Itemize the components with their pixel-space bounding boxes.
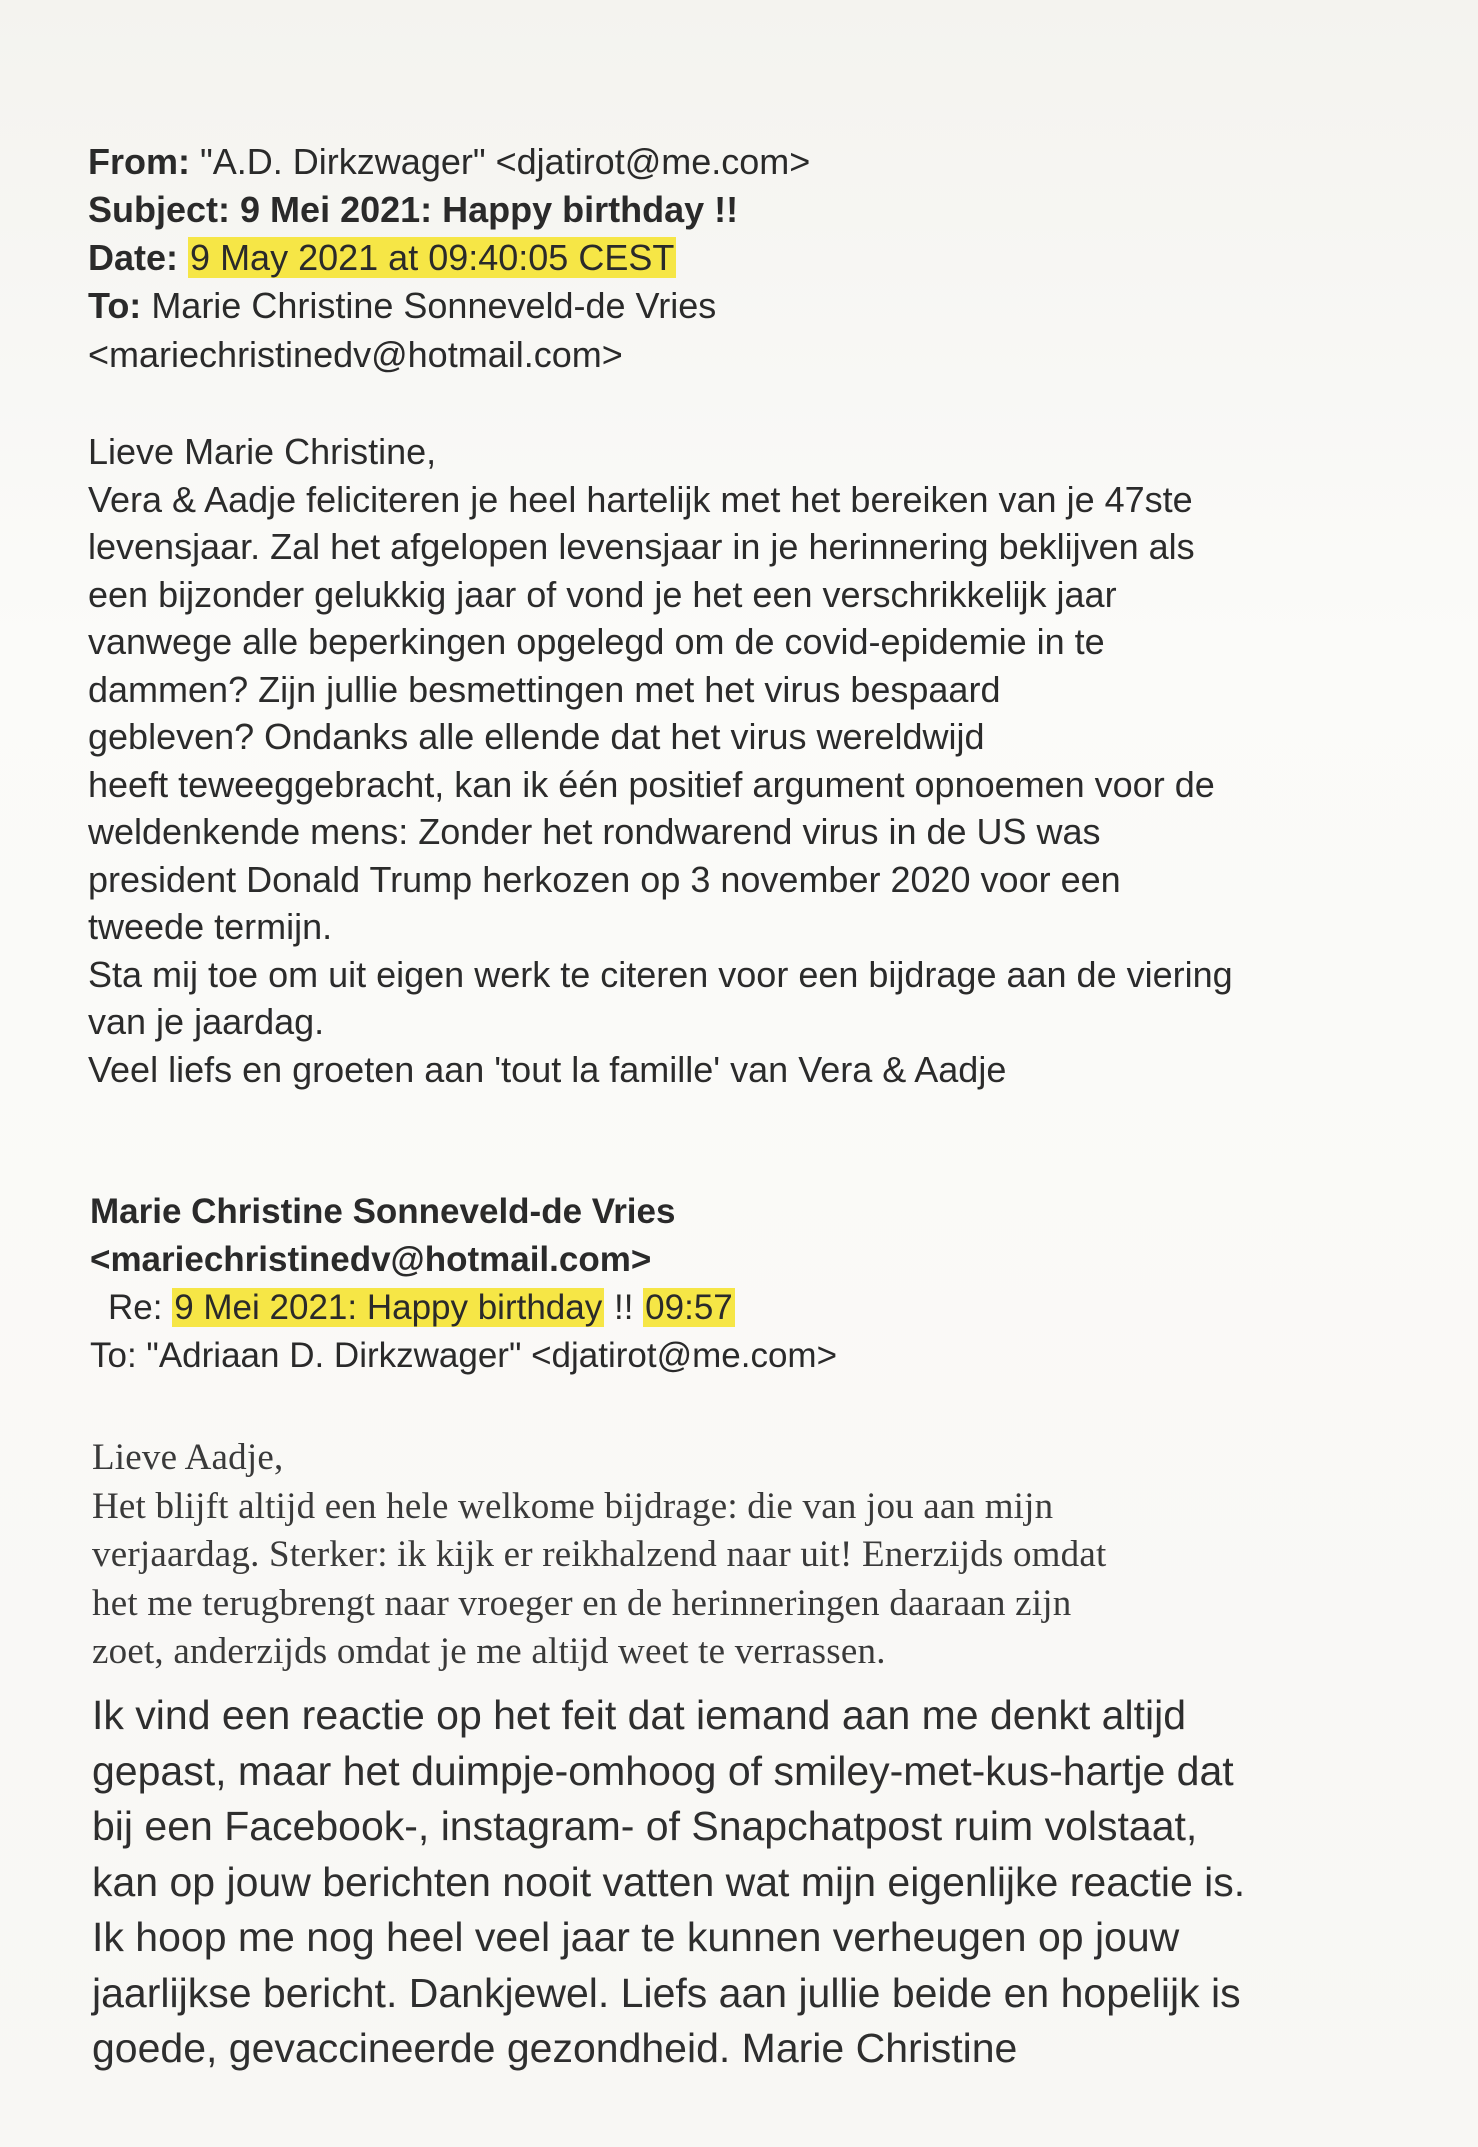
serif-line: zoet, anderzijds omdat je me altijd weet te verrassen.: [92, 1631, 886, 1672]
body-line: dammen? Zijn jullie besmettingen met het virus bespaard: [88, 668, 1001, 710]
re-suffix: !!: [613, 1288, 634, 1327]
subject-label: Subject:: [88, 189, 231, 230]
date-value-highlighted: 9 May 2021 at 09:40:05 CEST: [190, 237, 675, 278]
body-line: president Donald Trump herkozen op 3 november 2020 voor een: [88, 858, 1121, 900]
re-time-highlighted: 09:57: [645, 1288, 733, 1327]
closing-line: jaarlijkse bericht. Dankjewel. Liefs aan jullie beide en hopelijk is: [92, 1969, 1241, 2016]
body-line: gebleven? Ondanks alle ellende dat het virus wereldwijd: [88, 716, 985, 757]
body-line: tweede termijn.: [88, 906, 333, 947]
body-line: Lieve Marie Christine,: [88, 431, 437, 472]
body-line: levensjaar. Zal het afgelopen levensjaar in je herinnering beklijven als: [88, 526, 1195, 567]
to-label: To:: [88, 285, 142, 326]
email2-closing-body: [92, 1688, 1245, 2077]
closing-line: bij een Facebook-, instagram- of Snapchatpost ruim volstaat,: [92, 1803, 1198, 1849]
email2-serif-body: [92, 1434, 1106, 1677]
from-label: From:: [88, 141, 190, 182]
body-line: Sta mij toe om uit eigen werk te citeren voor een bijdrage aan de viering: [88, 953, 1233, 995]
email1-from-line: [88, 138, 810, 186]
to-value: Marie Christine Sonneveld-de Vries: [151, 285, 717, 326]
closing-line: kan op jouw berichten nooit vatten wat mijn eigenlijke reactie is.: [92, 1858, 1246, 1905]
from-value: "A.D. Dirkzwager" <djatirot@me.com>: [200, 141, 811, 182]
subject-value: 9 Mei 2021: Happy birthday !!: [240, 189, 739, 230]
body-line: een bijzonder gelukkig jaar of vond je het een verschrikkelijk jaar: [88, 573, 1117, 615]
serif-line: Lieve Aadje,: [92, 1437, 284, 1478]
closing-line: goede, gevaccineerde gezondheid. Marie Christine: [92, 2025, 1018, 2071]
body-line: Veel liefs en groeten aan 'tout la famille' van Vera & Aadje: [88, 1048, 1007, 1090]
body-line: heeft teweeggebracht, kan ik één positief argument opnoemen voor de: [88, 763, 1215, 805]
body-line: van je jaardag.: [88, 1001, 325, 1042]
re-label: Re:: [108, 1288, 163, 1327]
email1-date-line: [88, 234, 676, 282]
body-line: Vera & Aadje feliciteren je heel hartelijk met het bereiken van je 47ste: [88, 478, 1193, 520]
email1-to-line: [88, 282, 716, 330]
email1-to-email: <mariechristinedv@hotmail.com>: [88, 334, 623, 375]
email1-body: [88, 428, 1233, 1093]
closing-line: Ik vind een reactie op het feit dat iemand aan me denkt altijd: [92, 1692, 1187, 1738]
serif-line: Het blijft altijd een hele welkome bijdrage: die van jou aan mijn: [92, 1485, 1054, 1527]
email2-sender-name: Marie Christine Sonneveld-de Vries: [90, 1192, 676, 1231]
serif-line: verjaardag. Sterker: ik kijk er reikhalzend naar uit! Enerzijds omdat: [92, 1534, 1107, 1575]
body-line: vanwege alle beperkingen opgelegd om de covid-epidemie in te: [88, 621, 1105, 662]
closing-line: Ik hoop me nog heel veel jaar te kunnen verheugen op jouw: [92, 1914, 1180, 1960]
closing-line: gepast, maar het duimpje-omhoog of smiley-met-kus-hartje dat: [92, 1747, 1234, 1794]
serif-line: het me terugbrengt naar vroeger en de herinneringen daaraan zijn: [92, 1582, 1072, 1624]
email2-re-line: [108, 1284, 735, 1332]
re-subject-highlighted: 9 Mei 2021: Happy birthday: [174, 1288, 603, 1327]
email2-to-line: To: "Adriaan D. Dirkzwager" <djatirot@me.com>: [90, 1336, 838, 1375]
body-line: weldenkende mens: Zonder het rondwarend virus in de US was: [88, 811, 1101, 852]
email1-subject-line: [88, 186, 738, 234]
date-label: Date:: [88, 237, 179, 278]
email2-sender-email: <mariechristinedv@hotmail.com>: [90, 1240, 652, 1279]
